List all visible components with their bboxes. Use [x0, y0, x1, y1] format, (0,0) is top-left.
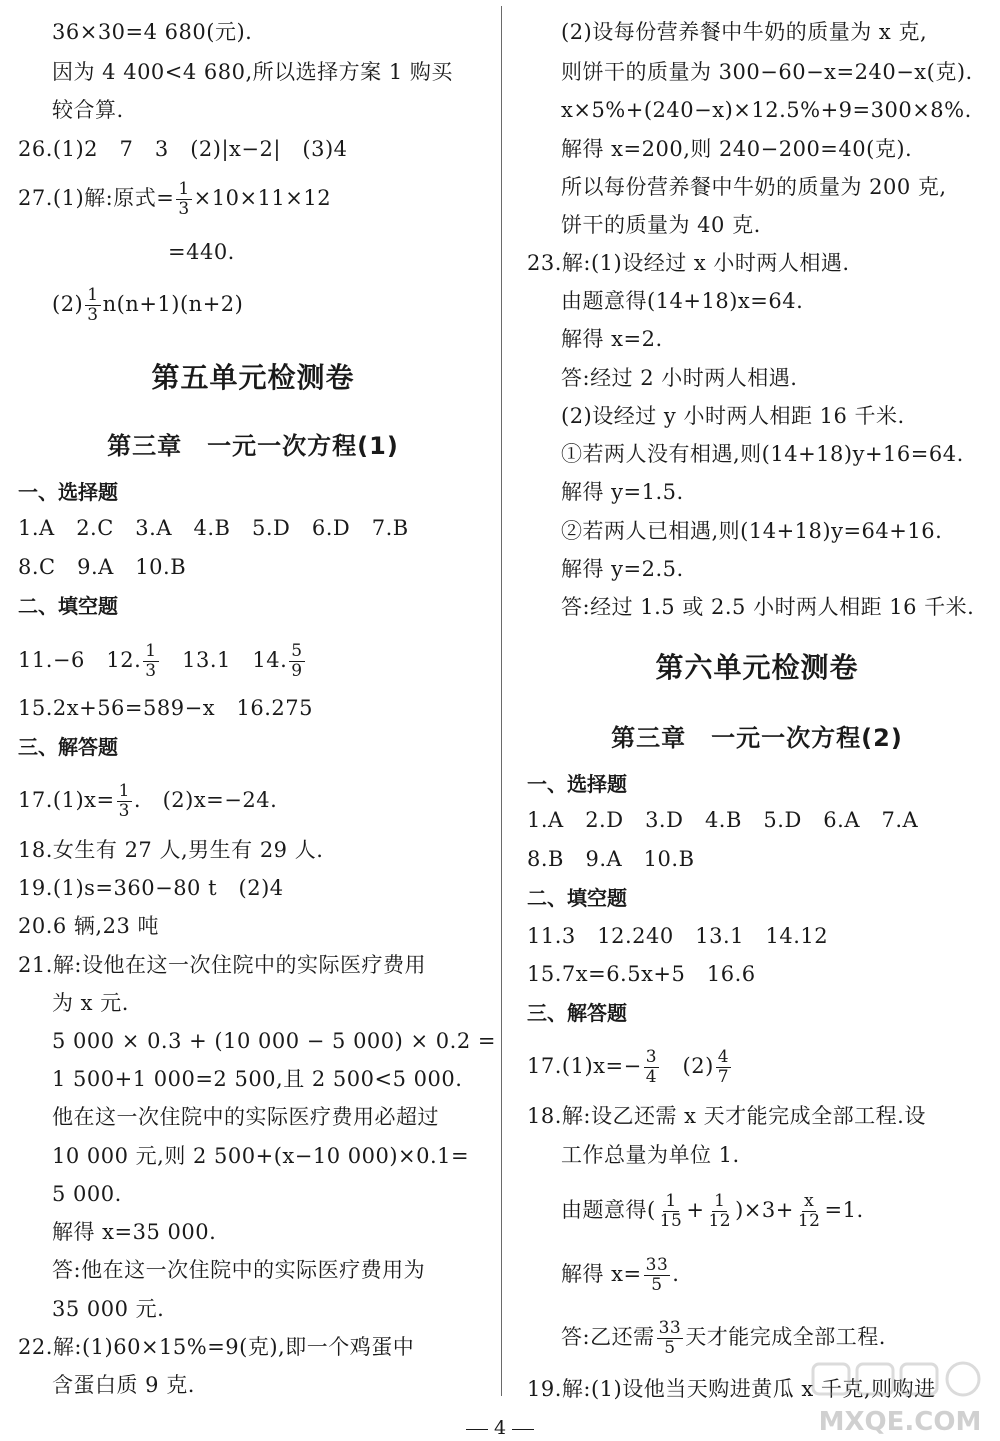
section-heading: 二、填空题	[527, 886, 627, 910]
fraction-denominator: 3	[118, 801, 130, 821]
text-segment: 17.(1)x=−	[527, 1054, 642, 1078]
text-segment: (2)	[661, 1054, 714, 1078]
answer-line: 8.B 9.A 10.B	[527, 847, 695, 871]
text-segment: =1.	[824, 1198, 864, 1222]
answer-line	[18, 782, 277, 821]
fraction-numerator: 1	[178, 179, 190, 199]
answer-line: 20.6 辆,23 吨	[18, 914, 160, 938]
text-segment: .	[672, 1262, 680, 1286]
fraction-numerator: 33	[645, 1255, 669, 1275]
answer-line: 26.(1)2 7 3 (2)|x−2| (3)4	[18, 137, 348, 161]
answer-line: 18.解:设乙还需 x 天才能完成全部工程.设	[527, 1104, 926, 1128]
answer-line: 工作总量为单位 1.	[561, 1143, 740, 1167]
answer-line	[52, 286, 243, 325]
section-heading: 一、选择题	[527, 772, 627, 796]
answer-line: 答:经过 2 小时两人相遇.	[561, 366, 798, 390]
answer-line: 21.解:设他在这一次住院中的实际医疗费用	[18, 953, 426, 977]
fraction	[143, 642, 158, 681]
text-segment: n(n+1)(n+2)	[102, 292, 244, 316]
answer-line: =440.	[168, 240, 235, 264]
text-segment: 解得 x=	[561, 1262, 642, 1286]
page-number: 4	[493, 1417, 507, 1439]
answer-line: 5 000.	[52, 1182, 122, 1206]
fraction	[644, 1256, 671, 1295]
footer-dash	[512, 1429, 534, 1430]
page-footer	[0, 1416, 1000, 1440]
answer-line	[561, 1256, 679, 1295]
fraction	[117, 782, 132, 821]
section-heading: 三、解答题	[527, 1001, 627, 1025]
answer-line: 解得 x=2.	[561, 327, 663, 351]
answer-line: 35 000 元.	[52, 1297, 165, 1321]
fraction-numerator: 5	[291, 641, 303, 661]
fraction-denominator: 12	[708, 1211, 732, 1231]
chapter-title: 第三章 一元一次方程(2)	[611, 724, 903, 752]
answer-line: x×5%+(240−x)×12.5%+9=300×8%.	[561, 98, 972, 122]
answer-line: (2)设经过 y 小时两人相距 16 千米.	[561, 404, 905, 428]
answer-line: 10 000 元,则 2 500+(x−10 000)×0.1=	[52, 1144, 470, 1168]
fraction-numerator: 3	[645, 1047, 658, 1067]
answer-line: 1.A 2.D 3.D 4.B 5.D 6.A 7.A	[527, 808, 919, 832]
answer-line: 饼干的质量为 40 克.	[561, 213, 761, 237]
section-heading: 一、选择题	[18, 480, 118, 504]
answer-line: 含蛋白质 9 克.	[52, 1373, 195, 1397]
fraction	[289, 642, 304, 681]
text-segment: 11.−6 12.	[18, 648, 142, 672]
answer-line: 1 500+1 000=2 500,且 2 500<5 000.	[52, 1067, 463, 1091]
text-segment: 答:乙还需	[561, 1325, 655, 1349]
answer-line: ①若两人没有相遇,则(14+18)y+16=64.	[561, 442, 964, 466]
text-segment: 27.(1)解:原式=	[18, 186, 175, 210]
fraction-numerator: 1	[714, 1191, 726, 1211]
text-segment: 由题意得(	[561, 1198, 656, 1222]
fraction-denominator: 9	[291, 661, 303, 681]
answer-line: 22.解:(1)60×15%=9(克),即一个鸡蛋中	[18, 1335, 415, 1359]
text-segment: 13.1 14.	[160, 648, 288, 672]
fraction-denominator: 5	[664, 1338, 676, 1358]
footer-dash	[466, 1429, 488, 1430]
section-heading: 二、填空题	[18, 594, 118, 618]
answer-line	[527, 1048, 733, 1087]
text-segment: +	[686, 1198, 705, 1222]
fraction-denominator: 3	[87, 305, 99, 325]
fraction	[658, 1192, 685, 1231]
fraction-numerator: 1	[145, 641, 157, 661]
fraction-numerator: x	[804, 1191, 815, 1211]
answer-line: 36×30=4 680(元).	[52, 20, 253, 44]
text-segment: 17.(1)x=	[18, 788, 115, 812]
fraction-denominator: 3	[178, 199, 190, 219]
section-heading: 三、解答题	[18, 735, 118, 759]
fraction-numerator: 1	[118, 781, 130, 801]
unit-title: 第五单元检测卷	[151, 361, 355, 394]
text-segment: 天才能完成全部工程.	[685, 1325, 886, 1349]
fraction	[706, 1192, 733, 1231]
fraction	[716, 1048, 731, 1087]
fraction-denominator: 3	[145, 661, 157, 681]
fraction-numerator: 1	[87, 285, 99, 305]
answer-line: 由题意得(14+18)x=64.	[561, 289, 804, 313]
answer-line: 他在这一次住院中的实际医疗费用必超过	[52, 1105, 439, 1129]
answer-line: 解得 x=200,则 240−200=40(克).	[561, 137, 913, 161]
answer-line: (2)设每份营养餐中牛奶的质量为 x 克,	[561, 20, 928, 44]
fraction-numerator: 33	[658, 1318, 682, 1338]
fraction	[176, 180, 191, 219]
answer-line: 为 x 元.	[52, 991, 129, 1015]
answer-line: 则饼干的质量为 300−60−x=240−x(克).	[561, 60, 973, 84]
answer-line: 解得 y=2.5.	[561, 557, 684, 581]
answer-line: 19.解:(1)设他当天购进黄瓜 x 千克,则购进	[527, 1377, 936, 1401]
fraction-denominator: 4	[645, 1067, 658, 1087]
fraction-numerator: 1	[665, 1191, 677, 1211]
fraction-denominator: 5	[651, 1275, 663, 1295]
fraction	[644, 1048, 659, 1087]
answer-line	[18, 180, 331, 219]
answer-line: 因为 4 400<4 680,所以选择方案 1 购买	[52, 60, 453, 84]
text-segment: (2)	[52, 292, 84, 316]
fraction-denominator: 15	[659, 1211, 683, 1231]
chapter-title: 第三章 一元一次方程(1)	[107, 432, 399, 460]
fraction	[85, 286, 100, 325]
answer-line: 答:他在这一次住院中的实际医疗费用为	[52, 1258, 426, 1282]
watermark-text: MXQE.COM	[818, 1407, 982, 1437]
answer-line: 18.女生有 27 人,男生有 29 人.	[18, 838, 324, 862]
answer-line: ②若两人已相遇,则(14+18)y=64+16.	[561, 519, 943, 543]
answer-line: 11.3 12.240 13.1 14.12	[527, 924, 829, 948]
fraction-denominator: 7	[717, 1067, 730, 1087]
fraction	[796, 1192, 823, 1231]
answer-line: 15.2x+56=589−x 16.275	[18, 696, 314, 720]
unit-title: 第六单元检测卷	[655, 651, 859, 684]
answer-line	[18, 642, 307, 681]
answer-line	[561, 1319, 886, 1358]
answer-line: 较合算.	[52, 98, 124, 122]
answer-line: 解得 x=35 000.	[52, 1220, 217, 1244]
answer-line: 解得 y=1.5.	[561, 480, 684, 504]
answer-line: 答:经过 1.5 或 2.5 小时两人相距 16 千米.	[561, 595, 975, 619]
text-segment: . (2)x=−24.	[133, 788, 278, 812]
answer-line: 19.(1)s=360−80 t (2)4	[18, 876, 284, 900]
answer-line: 所以每份营养餐中牛奶的质量为 200 克,	[561, 175, 947, 199]
fraction-denominator: 12	[797, 1211, 821, 1231]
fraction	[657, 1319, 684, 1358]
answer-line: 23.解:(1)设经过 x 小时两人相遇.	[527, 251, 850, 275]
answer-line: 5 000 × 0.3 + (10 000 − 5 000) × 0.2 =	[52, 1029, 496, 1053]
text-segment: ×10×11×12	[193, 186, 332, 210]
answer-line	[561, 1192, 864, 1231]
answer-line: 1.A 2.C 3.A 4.B 5.D 6.D 7.B	[18, 516, 409, 540]
column-divider	[501, 6, 502, 1396]
text-segment: )×3+	[735, 1198, 794, 1222]
answer-line: 8.C 9.A 10.B	[18, 555, 187, 579]
answer-line: 15.7x=6.5x+5 16.6	[527, 962, 756, 986]
fraction-numerator: 4	[717, 1047, 730, 1067]
